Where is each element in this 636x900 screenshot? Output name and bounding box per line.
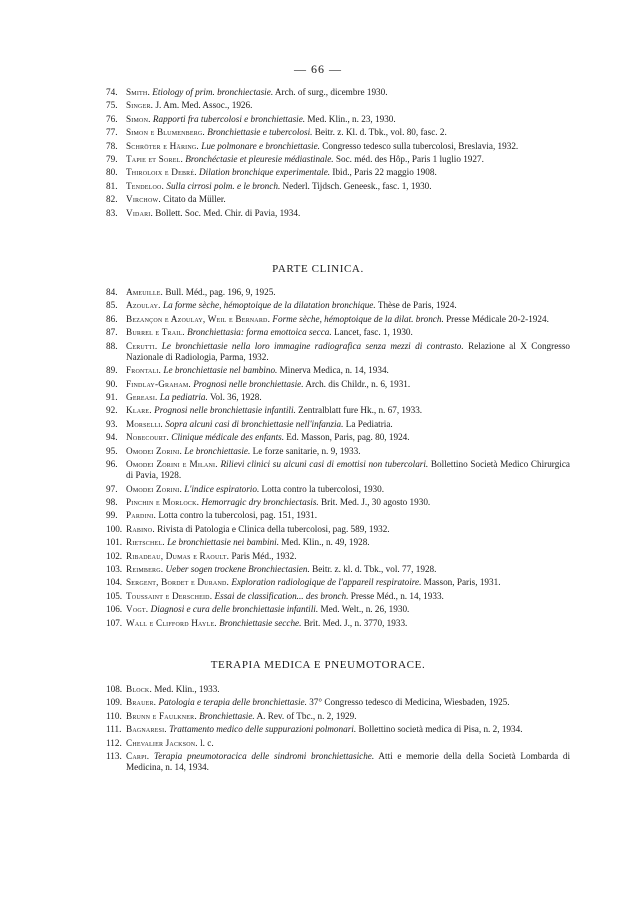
reference-entry — [106, 300, 570, 311]
reference-title: Bronchiettasia: forma emottoica secca. — [187, 327, 332, 338]
reference-entry — [106, 537, 570, 548]
reference-source: Minerva Medica, n. 14, 1934. — [279, 365, 389, 376]
reference-entry — [106, 114, 570, 125]
reference-number: 108. — [106, 684, 123, 694]
reference-source: Lotta contro la tubercolosi, pag. 151, 1931. — [158, 510, 318, 521]
reference-number: 85. — [106, 300, 118, 311]
section-heading-clinica: PARTE CLINICA. — [272, 263, 364, 275]
reference-entry — [106, 484, 570, 495]
reference-number: 109. — [106, 697, 123, 708]
reference-author: Tapie et Sorel. — [126, 153, 183, 164]
reference-entry — [106, 524, 570, 535]
reference-title: Patologia e terapia delle bronchiettasie. — [158, 697, 307, 708]
reference-entry — [106, 327, 570, 338]
reference-number: 79. — [106, 153, 118, 164]
reference-title: Le bronchiettasie. — [184, 445, 251, 456]
reference-author: Reimberg. — [126, 564, 164, 575]
reference-title: Dilation bronchique experimentale. — [199, 167, 331, 178]
reference-entry — [106, 510, 570, 521]
reference-title: Le bronchiettasie nella loro immagine radiografica senza mezzi di contrasto. — [161, 340, 464, 351]
reference-number: 100. — [106, 523, 123, 534]
reference-entry — [106, 551, 570, 562]
section-heading-terapia: TERAPIA MEDICA E PNEUMOTORACE. — [210, 659, 426, 671]
reference-source: J. Am. Med. Assoc., 1926. — [155, 100, 253, 111]
reference-title: Trattamento medico delle suppurazioni polmonari. — [169, 724, 357, 735]
reference-number: 81. — [106, 180, 118, 191]
reference-author: Nobecourt. — [126, 432, 169, 443]
reference-source: Congresso tedesco sulla tubercolosi, Breslavia, 1932. — [322, 140, 519, 151]
reference-author: Brunn e Faulkner. — [126, 710, 197, 721]
reference-author: Ameuille. — [126, 287, 164, 297]
reference-list-top — [106, 87, 570, 221]
reference-entry — [106, 341, 570, 364]
reference-source: Brit. Med. J., n. 3770, 1933. — [303, 617, 408, 628]
reference-author: Bezançon e Azoulay, Weil e Bernard. — [126, 313, 271, 324]
reference-author: Omodei Zorini. — [126, 483, 182, 494]
reference-author: Thiroloix e Debré. — [126, 167, 197, 178]
reference-number: 82. — [106, 194, 118, 205]
reference-author: Klare. — [126, 405, 152, 416]
reference-title: Ueber sogen trockene Bronchiectasien. — [165, 564, 310, 575]
reference-author: Pinchin e Morlock. — [126, 497, 200, 508]
reference-list-terapia — [106, 684, 570, 776]
reference-author: Schröter e Häring. — [126, 140, 199, 151]
reference-entry — [106, 711, 570, 722]
reference-author: Wall e Clifford Hayle. — [126, 617, 217, 628]
reference-entry — [106, 365, 570, 376]
reference-entry — [106, 604, 570, 615]
reference-title: Bronchiettasie secche. — [219, 617, 302, 628]
reference-number: 83. — [106, 207, 118, 218]
reference-number: 77. — [106, 127, 118, 138]
reference-author: Rabino. — [126, 523, 155, 534]
reference-title: Bronchiettasie. — [199, 710, 255, 721]
reference-number: 86. — [106, 313, 118, 324]
reference-source: Arch. dis Childr., n. 6, 1931. — [305, 378, 411, 389]
reference-author: Sergent, Bordet e Durand. — [126, 577, 230, 588]
reference-entry — [106, 738, 570, 749]
reference-entry — [106, 100, 570, 111]
reference-title: Bronchiettasie e tubercolosi. — [207, 127, 313, 138]
reference-source: Brit. Med. J., 30 agosto 1930. — [321, 497, 431, 508]
reference-source: Arch. of surg., dicembre 1930. — [274, 87, 388, 97]
reference-author: Simon e Blumenberg. — [126, 127, 205, 138]
reference-number: 76. — [106, 113, 118, 124]
reference-entry — [106, 432, 570, 443]
reference-source: Soc. méd. des Hôp., Paris 1 luglio 1927. — [335, 153, 484, 164]
reference-number: 101. — [106, 537, 123, 548]
reference-author: Rietschel. — [126, 537, 165, 548]
reference-number: 89. — [106, 365, 118, 376]
reference-title: Bronchéctasie et pleuresie médiastinale. — [185, 153, 334, 164]
reference-number: 95. — [106, 445, 118, 456]
reference-entry — [106, 564, 570, 575]
reference-source: Med. Klin., n. 49, 1928. — [281, 537, 370, 548]
reference-source: Relazione al X Congresso Nazionale di Radiologia, Parma, 1932. — [126, 340, 571, 362]
reference-entry — [106, 208, 570, 219]
reference-number: 92. — [106, 405, 118, 416]
reference-author: Brauer. — [126, 697, 157, 708]
reference-source: Med. Klin., n. 23, 1930. — [307, 113, 396, 124]
reference-title: Le bronchiettasie nei bambini. — [167, 537, 279, 548]
reference-number: 93. — [106, 418, 118, 429]
reference-author: Burrel e Trail. — [126, 327, 185, 338]
reference-author: Chevalier Jackson. — [126, 737, 198, 748]
reference-entry — [106, 684, 570, 695]
reference-number: 84. — [106, 287, 118, 297]
reference-author: Morselli. — [126, 418, 163, 429]
reference-source: La Pediatria. — [345, 418, 393, 429]
reference-source: Ed. Masson, Paris, pag. 80, 1924. — [286, 432, 410, 443]
reference-author: Frontali. — [126, 365, 162, 376]
reference-entry — [106, 141, 570, 152]
reference-author: Toussaint e Derscheid. — [126, 590, 213, 601]
reference-entry — [106, 419, 570, 430]
reference-source: Med. Welt., n. 26, 1930. — [320, 604, 410, 615]
reference-source: Beitr. z. kl. d. Tbk., vol. 77, 1928. — [312, 564, 437, 575]
reference-source: Med. Klin., 1933. — [154, 684, 220, 694]
reference-author: Findlay-Graham. — [126, 378, 191, 389]
reference-author: Simon. — [126, 113, 151, 124]
reference-source: Bollettino società medica di Pisa, n. 2, 1934. — [358, 724, 523, 735]
reference-author: Singer. — [126, 100, 154, 111]
reference-title: Rapporti fra tubercolosi e bronchiettasie. — [152, 113, 306, 124]
reference-author: Pardini. — [126, 510, 157, 521]
reference-number: 94. — [106, 432, 118, 443]
reference-number: 91. — [106, 392, 118, 403]
reference-number: 102. — [106, 550, 123, 561]
reference-source: Bollettino Società Medico Chirurgica di Pavia, 1928. — [126, 458, 570, 481]
reference-source: Ibid., Paris 22 maggio 1908. — [332, 167, 437, 178]
reference-entry — [106, 724, 570, 735]
reference-source: Bull. Méd., pag. 196, 9, 1925. — [165, 287, 276, 297]
reference-entry — [106, 618, 570, 629]
reference-title: Sopra alcuni casi di bronchiettasie nell'infanzia. — [165, 418, 344, 429]
reference-title: Rilievi clinici su alcuni casi di emottisi non tubercolari. — [220, 458, 429, 469]
reference-number: 99. — [106, 510, 118, 521]
reference-title: La forme sèche, hémoptoique de la dilatation bronchique. — [162, 300, 376, 311]
reference-source: Lancet, fasc. 1, 1930. — [333, 327, 413, 338]
reference-title: Lue polmonare e bronchiettasie. — [201, 140, 320, 151]
reference-author: Vogt. — [126, 604, 149, 615]
reference-source: Le forze sanitarie, n. 9, 1933. — [252, 445, 361, 456]
reference-entry — [106, 577, 570, 588]
reference-number: 107. — [106, 617, 123, 628]
reference-number: 113. — [106, 750, 122, 761]
reference-title: Hemorragic dry bronchiectasis. — [201, 497, 319, 508]
reference-number: 78. — [106, 140, 118, 151]
reference-title: Diagnosi e cura delle bronchiettasie infantili. — [150, 604, 319, 615]
reference-number: 74. — [106, 87, 118, 97]
reference-entry — [106, 392, 570, 403]
reference-source: Thèse de Paris, 1924. — [377, 300, 457, 311]
reference-title: Sulla cirrosi polm. e le bronch. — [166, 180, 281, 191]
reference-author: Bagnaresi. — [126, 724, 167, 735]
reference-title: La pediatria. — [159, 392, 208, 403]
reference-number: 104. — [106, 577, 123, 588]
reference-number: 106. — [106, 604, 123, 615]
reference-title: Forme sèche, hémoptoique de la dilat. bronch. — [272, 313, 444, 324]
reference-entry — [106, 127, 570, 138]
reference-entry — [106, 751, 570, 774]
reference-number: 97. — [106, 483, 118, 494]
reference-author: Ribadeau, Dumas e Raoult. — [126, 550, 230, 561]
reference-entry — [106, 446, 570, 457]
reference-source: Masson, Paris, 1931. — [423, 577, 501, 588]
reference-number: 90. — [106, 378, 118, 389]
reference-source: Nederl. Tijdsch. Geneesk., fasc. 1, 1930. — [282, 180, 432, 191]
reference-source: Presse Médicale 20-2-1924. — [446, 313, 549, 324]
reference-entry — [106, 405, 570, 416]
reference-entry — [106, 497, 570, 508]
reference-author: Block. — [126, 684, 152, 694]
reference-author: Azoulay. — [126, 300, 161, 311]
reference-source: l. c. — [200, 737, 214, 748]
reference-entry — [106, 459, 570, 482]
reference-source: Zentralblatt fure Hk., n. 67, 1933. — [298, 405, 423, 416]
reference-source: Lotta contro la tubercolosi, 1930. — [261, 483, 385, 494]
reference-title: L'indice espiratorio. — [184, 483, 260, 494]
reference-number: 112. — [106, 737, 122, 748]
reference-number: 87. — [106, 327, 118, 338]
reference-entry — [106, 287, 570, 298]
reference-author: Carpi. — [126, 750, 150, 761]
reference-entry — [106, 181, 570, 192]
reference-number: 111. — [106, 724, 122, 735]
reference-number: 75. — [106, 100, 118, 111]
reference-list-clinica — [106, 287, 570, 631]
reference-author: Virchow. — [126, 194, 161, 205]
reference-source: Paris Méd., 1932. — [231, 550, 297, 561]
reference-source: 37° Congresso tedesco di Medicina, Wiesbaden, 1925. — [309, 697, 510, 708]
reference-source: Vol. 36, 1928. — [209, 392, 262, 403]
reference-number: 98. — [106, 497, 118, 508]
reference-entry — [106, 591, 570, 602]
reference-number: 103. — [106, 564, 123, 575]
reference-title: Prognosi nelle bronchiettasie. — [193, 378, 304, 389]
reference-number: 96. — [106, 458, 118, 469]
reference-author: Tendeloo. — [126, 180, 165, 191]
reference-title: Essai de classification... des bronch. — [214, 590, 349, 601]
reference-source: Beitr. z. Kl. d. Tbk., vol. 80, fasc. 2. — [314, 127, 447, 138]
reference-number: 110. — [106, 710, 122, 721]
reference-title: Exploration radiologique de l'appareil respiratoire. — [231, 577, 422, 588]
reference-author: Vidari. — [126, 207, 153, 218]
reference-author: Omodei Zorini. — [126, 445, 182, 456]
reference-entry — [106, 379, 570, 390]
reference-title: Le bronchiettasie nel bambino. — [163, 365, 278, 376]
reference-source: Citato da Müller. — [163, 194, 226, 205]
reference-author: Omodei Zorini e Milani. — [126, 458, 218, 469]
page-number: — 66 — — [294, 62, 342, 76]
reference-source: A. Rev. of Tbc., n. 2, 1929. — [256, 710, 357, 721]
reference-entry — [106, 87, 570, 98]
reference-entry — [106, 314, 570, 325]
reference-number: 88. — [106, 340, 118, 351]
reference-number: 105. — [106, 590, 123, 601]
reference-title: Etiology of prim. bronchiectasie. — [152, 87, 274, 97]
reference-source: Rivista di Patologia e Clinica della tubercolosi, pag. 589, 1932. — [157, 523, 390, 534]
reference-source: Bollett. Soc. Med. Chir. di Pavia, 1934. — [155, 207, 301, 218]
reference-entry — [106, 167, 570, 178]
reference-author: Cerutti. — [126, 340, 158, 351]
reference-title: Prognosi nelle bronchiettasie infantili. — [154, 405, 296, 416]
reference-title: Terapia pneumotoracica delle sindromi bronchiettasiche. — [154, 750, 375, 761]
reference-source: Atti e memorie della della Società Lombarda di Medicina, n. 14, 1934. — [126, 750, 570, 773]
reference-entry — [106, 194, 570, 205]
reference-entry — [106, 697, 570, 708]
reference-author: Gereasi. — [126, 392, 158, 403]
reference-source: Presse Méd., n. 14, 1933. — [350, 590, 444, 601]
reference-author: Smith. — [126, 87, 150, 97]
reference-title: Clinique médicale des enfants. — [171, 432, 284, 443]
reference-entry — [106, 154, 570, 165]
reference-number: 80. — [106, 167, 118, 178]
